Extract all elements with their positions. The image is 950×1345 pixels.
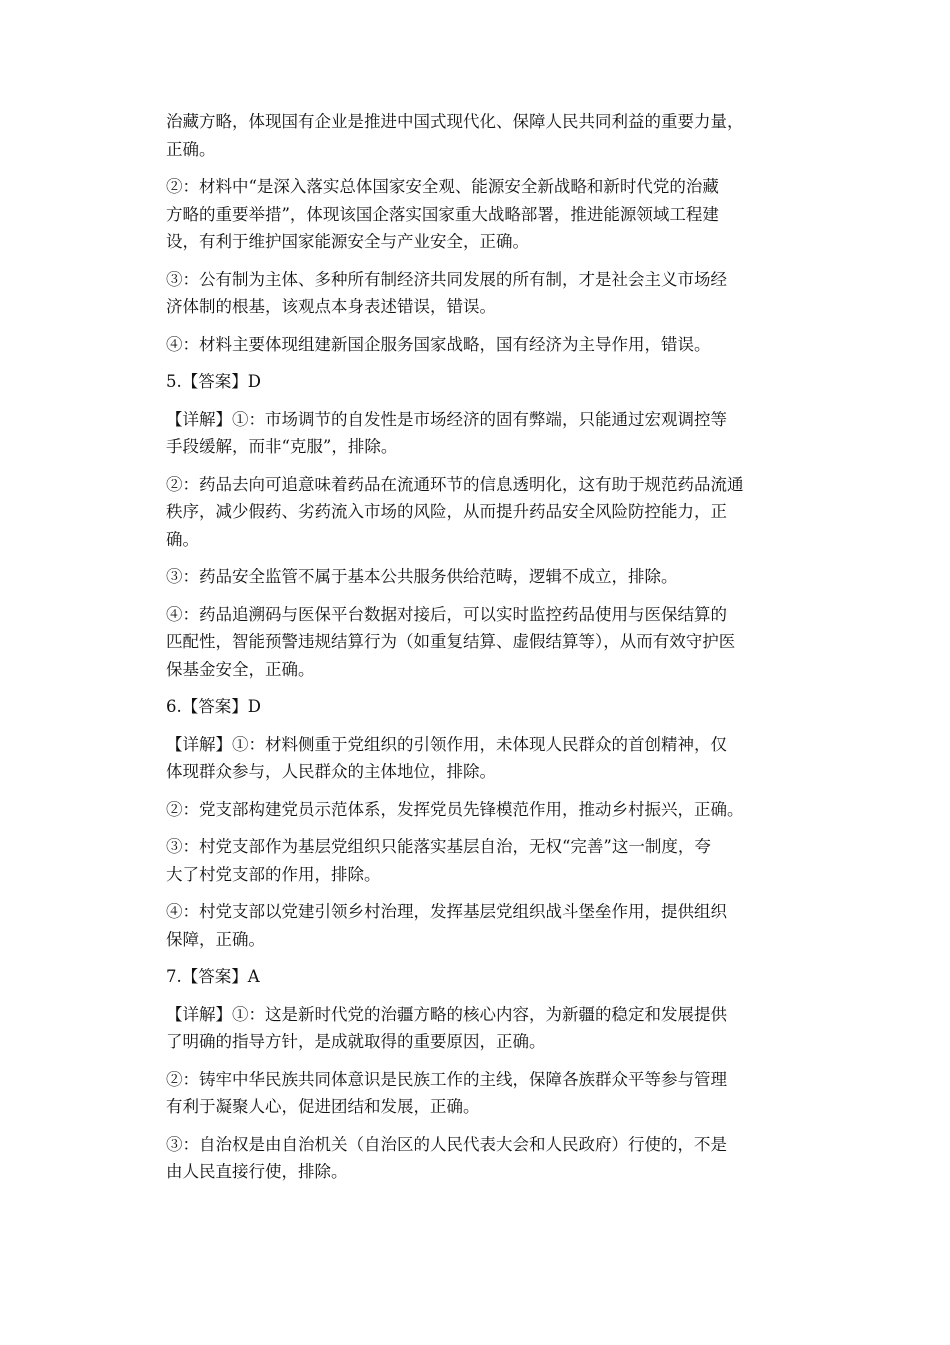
text-line: 设，有利于维护国家能源安全与产业安全，正确。 <box>166 232 529 251</box>
text-line: 了明确的指导方针，是成就取得的重要原因，正确。 <box>166 1032 546 1051</box>
paragraph <box>166 108 796 163</box>
paragraph <box>166 266 796 321</box>
text-line: 手段缓解，而非“克服”，排除。 <box>166 437 398 456</box>
paragraph <box>166 563 796 591</box>
text-line: 体现群众参与，人民群众的主体地位，排除。 <box>166 762 496 781</box>
text-line: ③：药品安全监管不属于基本公共服务供给范畴，逻辑不成立，排除。 <box>166 567 678 586</box>
text-line: 【详解】①：材料侧重于党组织的引领作用，未体现人民群众的首创精神，仅 <box>166 734 727 754</box>
text-line: 秩序，减少假药、劣药流入市场的风险，从而提升药品安全风险防控能力，正 <box>166 502 727 521</box>
paragraph <box>166 173 796 256</box>
answer-heading <box>166 963 796 991</box>
text-line: 保基金安全，正确。 <box>166 659 315 679</box>
text-line: ③：公有制为主体、多种所有制经济共同发展的所有制，才是社会主义市场经 <box>166 269 727 289</box>
paragraph <box>166 471 796 554</box>
text-line: 正确。 <box>166 139 216 159</box>
text-line: 治藏方略，体现国有企业是推进中国式现代化、保障人民共同利益的重要力量， <box>166 112 744 131</box>
paragraph <box>166 833 796 888</box>
text-line: ④：药品追溯码与医保平台数据对接后，可以实时监控药品使用与医保结算的 <box>166 604 727 624</box>
text-line: 由人民直接行使，排除。 <box>166 1162 348 1181</box>
paragraph <box>166 731 796 786</box>
answer-heading-text: 5.【答案】D <box>166 372 261 391</box>
text-line: ③：自治权是由自治机关（自治区的人民代表大会和人民政府）行使的，不是 <box>166 1134 727 1154</box>
text-line: ②：铸牢中华民族共同体意识是民族工作的主线，保障各族群众平等参与管理 <box>166 1069 727 1089</box>
text-line: ④：村党支部以党建引领乡村治理，发挥基层党组织战斗堡垒作用，提供组织 <box>166 902 727 921</box>
text-line: ②：药品去向可追意味着药品在流通环节的信息透明化，这有助于规范药品流通 <box>166 474 744 494</box>
text-line: 有利于凝聚人心，促进团结和发展，正确。 <box>166 1097 480 1116</box>
paragraph <box>166 331 796 359</box>
text-line: 【详解】①：市场调节的自发性是市场经济的固有弊端，只能通过宏观调控等 <box>166 409 727 429</box>
text-line: ③：村党支部作为基层党组织只能落实基层自治，无权“完善”这一制度，夸 <box>166 837 711 856</box>
text-line: 大了村党支部的作用，排除。 <box>166 864 381 884</box>
answer-heading <box>166 693 796 721</box>
text-line: 方略的重要举措”，体现该国企落实国家重大战略部署，推进能源领域工程建 <box>166 204 719 224</box>
paragraph <box>166 406 796 461</box>
paragraph <box>166 1066 796 1121</box>
text-line: 匹配性，智能预警违规结算行为（如重复结算、虚假结算等），从而有效守护医 <box>166 632 736 651</box>
answer-heading-text: 6.【答案】D <box>166 697 261 716</box>
paragraph <box>166 1001 796 1056</box>
document-body <box>166 108 796 1196</box>
text-line: 【详解】①：这是新时代党的治疆方略的核心内容，为新疆的稳定和发展提供 <box>166 1004 727 1024</box>
text-line: 济体制的根基，该观点本身表述错误，错误。 <box>166 297 496 316</box>
text-line: 保障，正确。 <box>166 929 265 949</box>
text-line: 确。 <box>166 529 199 549</box>
answer-heading <box>166 368 796 396</box>
paragraph <box>166 898 796 953</box>
paragraph <box>166 796 796 824</box>
text-line: ②：材料中“是深入落实总体国家安全观、能源安全新战略和新时代党的治藏 <box>166 177 719 196</box>
answer-heading-text: 7.【答案】A <box>166 967 260 986</box>
paragraph <box>166 1131 796 1186</box>
text-line: ④：材料主要体现组建新国企服务国家战略，国有经济为主导作用，错误。 <box>166 334 711 354</box>
paragraph <box>166 601 796 684</box>
text-line: ②：党支部构建党员示范体系，发挥党员先锋模范作用，推动乡村振兴，正确。 <box>166 799 744 819</box>
